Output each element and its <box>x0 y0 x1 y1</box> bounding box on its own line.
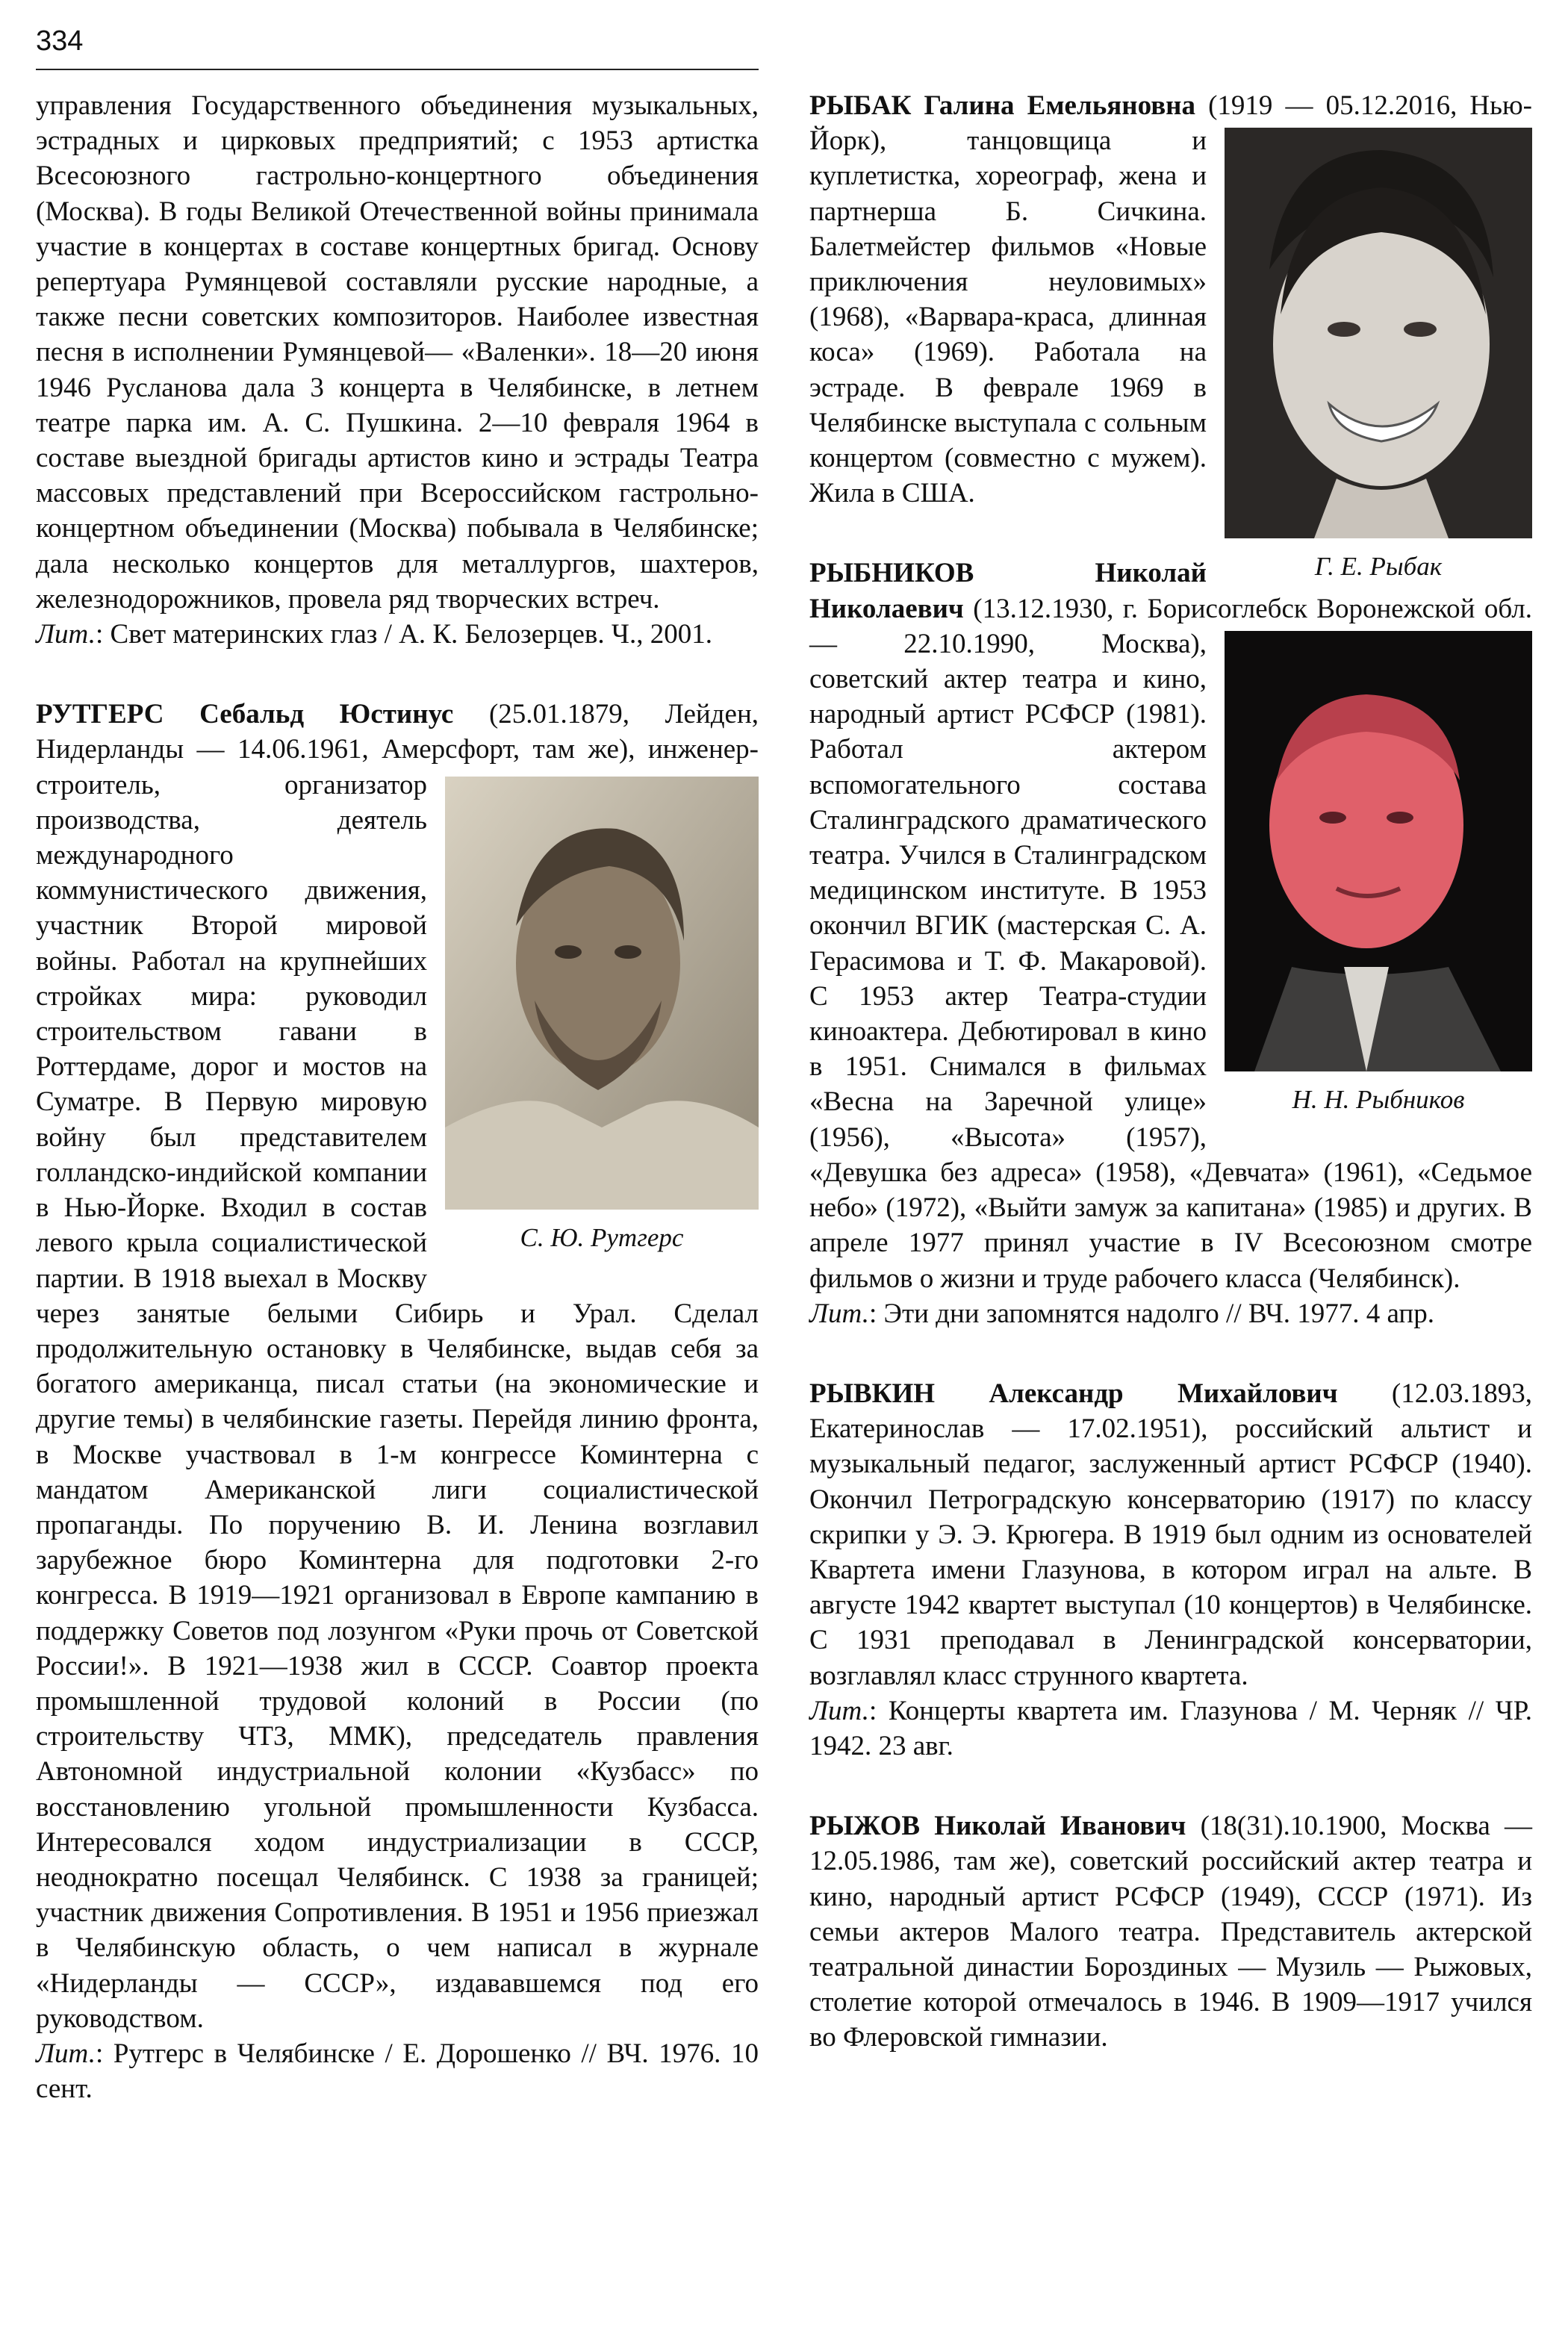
literature-label: Лит. <box>36 619 96 650</box>
entry-heading: РЫЖОВ Николай Иванович <box>809 1811 1186 1842</box>
entry-ryzhov <box>809 1808 1532 2055</box>
portrait-photo-rybnikov <box>1225 631 1532 1071</box>
ryvkin-literature <box>809 1693 1532 1764</box>
portrait-photo-rybak <box>1225 128 1532 538</box>
right-column <box>809 88 1532 2056</box>
continued-entry-literature <box>36 617 759 652</box>
header-rule <box>36 69 759 70</box>
figure-rybak <box>1225 128 1532 583</box>
entry-dates: (13.12.1930, г. Борисоглебск Воронежской обл. — 22.10.1990, Москва), <box>809 593 1532 659</box>
continued-text: управления Государственного объединения музыкальных, эстрадных и цирковых предприятий; с 1953 артистка Всесоюзного гастрольно-концертного объединения (Москва). В годы Великой Отечественной войны принимала участие в концертах в составе концертных бригад. Основу репертуара Румянцевой составляли русские народные, а также песни советских композиторов. Наиболее известная песня в исполнении Румянцевой— «Валенки». 18—20 июня 1946 Русланова дала 3 концерта в Челябинске, в летнем театре парка им. А. С. Пушкина. 2—10 февраля 1964 в составе выездной бригады артистов кино и эстрады Театра массовых представлений при Всероссийском гастрольно-концертном объединении (Москва) побывала в Челябинске; дала несколько концертов для металлургов, шахтеров, железнодорожников, провела ряд творческих встреч. <box>36 90 759 615</box>
caption-rutgers: С. Ю. Рутгерс <box>520 1222 684 1252</box>
entry-heading: РЫБАК Галина Емельяновна <box>809 90 1195 121</box>
entry-dates: (25.01.1879, Лейден, Нидерланды — 14.06.1961, Амерсфорт, там же), <box>36 699 759 765</box>
literature-text: : Рутгерс в Челябинске / Е. Дорошенко // ВЧ. 1976. 10 сент. <box>36 2038 759 2105</box>
entry-body: советский актер театра и кино, народный артист РСФСР (1981). Работал актером вспомогательного состава Сталинградского драматического театра. Учился в Сталинградском медицинском институте. В 1953 окончил ВГИК (мастерская С. А. Герасимова и Т. Ф. Макаровой). С 1953 актер Театра-студии киноактера. Дебютировал в кино в 1951. Снимался в фильмах «Весна на Заречной улице» (1956), «Высота» (1957), «Девушка без адреса» (1958), «Девчата» (1961), «Седьмое небо» (1972), «Выйти замуж за капитана» (1985) и других. В апреле 1977 принял участие в IV Всесоюзном смотре фильмов о жизни и труде рабочего класса (Челябинск). <box>809 664 1532 1294</box>
rybnikov-literature <box>809 1296 1532 1331</box>
entry-rybak <box>809 88 1532 582</box>
entry-body: советский российский актер театра и кино, народный артист РСФСР (1949), СССР (1971). Из семьи актеров Малого театра. Представитель актерской театральной династии Бороздиных — Музиль — Рыжовых, столетие которой отмечалось в 1946. В 1909—1917 учился во Флеровской гимназии. <box>809 1846 1532 2053</box>
continued-entry-text <box>36 88 759 617</box>
entry-dates: (18(31).10.1900, Москва — 12.05.1986, там же), <box>809 1811 1532 1877</box>
entry-dates: (1919 — 05.12.2016, Нью-Йорк), <box>809 90 1532 157</box>
figure-rutgers <box>445 777 759 1254</box>
entry-rutgers <box>36 697 759 2036</box>
rutgers-literature <box>36 2036 759 2106</box>
page-number: 334 <box>36 25 84 57</box>
entry-dates: (12.03.1893, Екатеринослав — 17.02.1951), <box>809 1378 1533 1445</box>
entry-body: инженер-строитель, организатор производства, деятель международного коммунистического движения, участник Второй мировой войны. Работал на крупнейших стройках мира: руководил строительством гавани в Роттердаме, дорог и мостов на Суматре. В Первую мировую войну был представителем голландско-индийской компании в Нью-Йорке. Входил в состав левого крыла социалистической партии. В 1918 выехал в Москву через занятые белыми Сибирь и Урал. Сделал продолжительную остановку в Челябинске, выдав себя за богатого американца, писал статьи (на экономические и другие темы) в челябинские газеты. Перейдя линию фронта, в Москве участвовал в 1-м конгрессе Коминтерна с мандатом Американской лиги социалистической пропаганды. По поручению В. И. Ленина возглавил зарубежное бюро Коминтерна для подготовки 2-го конгресса. В 1919—1921 организовал в Европе кампанию в поддержку Советов под лозунгом «Руки прочь от Советской России!». В 1921—1938 жил в СССР. Соавтор проекта промышленной трудовой колоний в России (по строительству ЧТЗ, ММК), председатель правления Автономной индустриальной колонии «Кузбасс» по восстановлению угольной промышленности Кузбасса. Интересовался ходом индустриализации в СССР, неоднократно посещал Челябинск. С 1938 за границей; участник движения Сопротивления. В 1951 и 1956 приезжал в Челябинскую область, о чем написал в журнале «Нидерланды — СССР», издававшемся под его руководством. <box>36 734 759 2034</box>
entry-heading: РЫВКИН Александр Михайлович <box>809 1378 1338 1409</box>
literature-label: Лит. <box>809 1695 869 1726</box>
literature-text: : Эти дни запомнятся надолго // ВЧ. 1977. 4 апр. <box>868 1298 1434 1329</box>
entry-body: российский альтист и музыкальный педагог, заслуженный артист РСФСР (1940). Окончил Петроградскую консерваторию (1917) по классу скрипки у Э. Э. Крюгера. В 1919 был одним из основателей Квартета имени Глазунова, в котором играл на альте. В августе 1942 квартет выступал (10 концертов) в Челябинске. С 1931 преподавал в Ленинградской консерватории, возглавлял класс струнного квартета. <box>809 1413 1532 1691</box>
caption-rybak: Г. Е. Рыбак <box>1314 552 1443 582</box>
entry-body: танцовщица и куплетистка, хореограф, жена и партнерша Б. Сичкина. Балетмейстер фильмов «Новые приключения неуловимых» (1968), «Варвара-краса, длинная коса» (1969). Работала на эстраде. В феврале 1969 в Челябинске выступала с сольным концертом (совместно с мужем). Жила в США. <box>809 125 1207 509</box>
entry-ryvkin <box>809 1376 1532 1693</box>
literature-text: : Свет материнских глаз / А. К. Белозерцев. Ч., 2001. <box>95 619 712 650</box>
entry-heading: РЫБНИКОВ Николай Николаевич <box>809 558 1207 624</box>
caption-rybnikov: Н. Н. Рыбников <box>1292 1084 1465 1114</box>
figure-rybnikov <box>1225 631 1532 1116</box>
literature-text: : Концерты квартета им. Глазунова / М. Черняк // ЧР. 1942. 23 авг. <box>809 1695 1532 1761</box>
entry-heading: РУТГЕРС Себальд Юстинус <box>36 699 454 730</box>
literature-label: Лит. <box>809 1298 869 1329</box>
literature-label: Лит. <box>36 2038 96 2069</box>
portrait-photo-rutgers <box>445 777 759 1210</box>
left-column <box>36 88 759 2106</box>
entry-rybnikov <box>809 556 1532 1295</box>
